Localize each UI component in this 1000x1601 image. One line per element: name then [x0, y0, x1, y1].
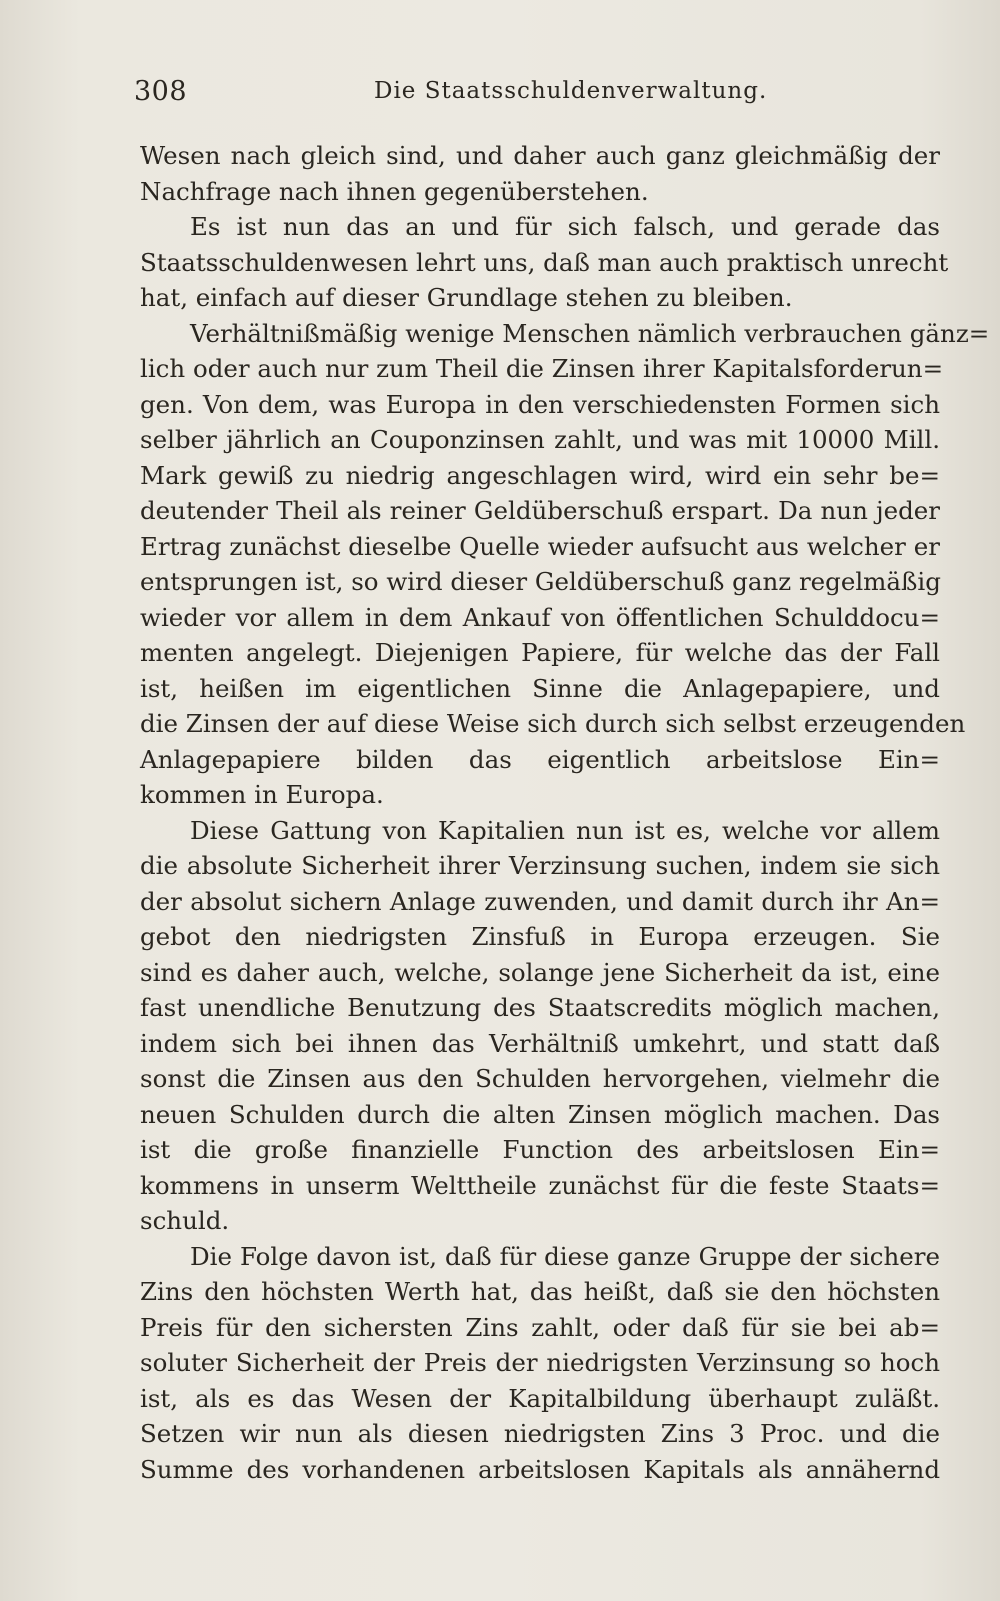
text-line: Die Folge davon ist, daß für diese ganze Gruppe der sichere	[190, 1241, 940, 1271]
body-text	[140, 138, 990, 1487]
text-line: Ertrag zunächst dieselbe Quelle wieder aufsucht aus welcher er	[140, 531, 940, 561]
text-line: kommen in Europa.	[140, 780, 384, 809]
text-line: gebot den niedrigsten Zinsfuß in Europa erzeugen. Sie	[140, 922, 940, 951]
text-line: der absolut sichern Anlage zuwenden, und damit durch ihr An=	[140, 886, 940, 916]
text-line: Nachfrage nach ihnen gegenüberstehen.	[140, 176, 649, 206]
text-line: sonst die Zinsen aus den Schulden hervorgehen, vielmehr die	[140, 1064, 940, 1093]
text-line: indem sich bei ihnen das Verhältniß umkehrt, und statt daß	[140, 1028, 940, 1058]
text-line: entsprungen ist, so wird dieser Geldüberschuß ganz regelmäßig	[140, 567, 941, 596]
text-line: Preis für den sichersten Zins zahlt, oder daß für sie bei ab=	[140, 1312, 940, 1342]
text-line: die absolute Sicherheit ihrer Verzinsung suchen, indem sie sich	[140, 851, 940, 880]
text-line: Summe des vorhandenen arbeitslosen Kapitals als annähernd	[140, 1454, 940, 1484]
text-line: deutender Theil als reiner Geldüberschuß erspart. Da nun jeder	[140, 496, 940, 525]
text-line: Anlagepapiere bilden das eigentlich arbeitslose Ein=	[140, 744, 940, 774]
text-line: die Zinsen der auf diese Weise sich durch sich selbst erzeugenden	[140, 709, 966, 738]
text-line: fast unendliche Benutzung des Staatscredits möglich machen,	[140, 993, 940, 1022]
text-line: sind es daher auch, welche, solange jene Sicherheit da ist, eine	[140, 957, 940, 987]
page-number: 308	[134, 76, 188, 107]
text-line: Mark gewiß zu niedrig angeschlagen wird, wird ein sehr be=	[140, 460, 940, 490]
text-line: ist die große finanzielle Function des arbeitslosen Ein=	[140, 1135, 940, 1164]
running-head: Die Staatsschuldenverwaltung.	[374, 78, 768, 104]
text-line: soluter Sicherheit der Preis der niedrigsten Verzinsung so hoch	[140, 1348, 940, 1377]
text-line: wieder vor allem in dem Ankauf von öffentlichen Schulddocu=	[140, 602, 940, 632]
text-line: Setzen wir nun als diesen niedrigsten Zins 3 Proc. und die	[140, 1419, 940, 1448]
text-line: selber jährlich an Couponzinsen zahlt, und was mit 10000 Mill.	[140, 425, 940, 454]
text-line: Zins den höchsten Werth hat, das heißt, daß sie den höchsten	[140, 1277, 940, 1306]
text-line: hat, einfach auf dieser Grundlage stehen zu bleiben.	[140, 283, 793, 312]
text-line: gen. Von dem, was Europa in den verschiedensten Formen sich	[140, 389, 940, 419]
text-line: Wesen nach gleich sind, und daher auch ganz gleichmäßig der	[140, 141, 940, 170]
text-line: Staatsschuldenwesen lehrt uns, daß man auch praktisch unrecht	[140, 247, 949, 277]
text-line: ist, heißen im eigentlichen Sinne die Anlagepapiere, und	[140, 673, 940, 703]
text-line: Verhältnißmäßig wenige Menschen nämlich verbrauchen gänz=	[190, 318, 990, 348]
text-line: menten angelegt. Diejenigen Papiere, für welche das der Fall	[140, 638, 940, 667]
text-line: neuen Schulden durch die alten Zinsen möglich machen. Das	[140, 1099, 940, 1129]
page-header	[134, 76, 834, 116]
text-line: schuld.	[140, 1206, 230, 1235]
text-line: lich oder auch nur zum Theil die Zinsen ihrer Kapitalsforderun=	[140, 354, 944, 383]
text-line: ist, als es das Wesen der Kapitalbildung überhaupt zuläßt.	[140, 1383, 940, 1413]
text-line: Es ist nun das an und für sich falsch, und gerade das	[190, 212, 940, 241]
text-line: Diese Gattung von Kapitalien nun ist es, welche vor allem	[190, 815, 940, 845]
text-line: kommens in unserm Welttheile zunächst für die feste Staats=	[140, 1170, 940, 1200]
